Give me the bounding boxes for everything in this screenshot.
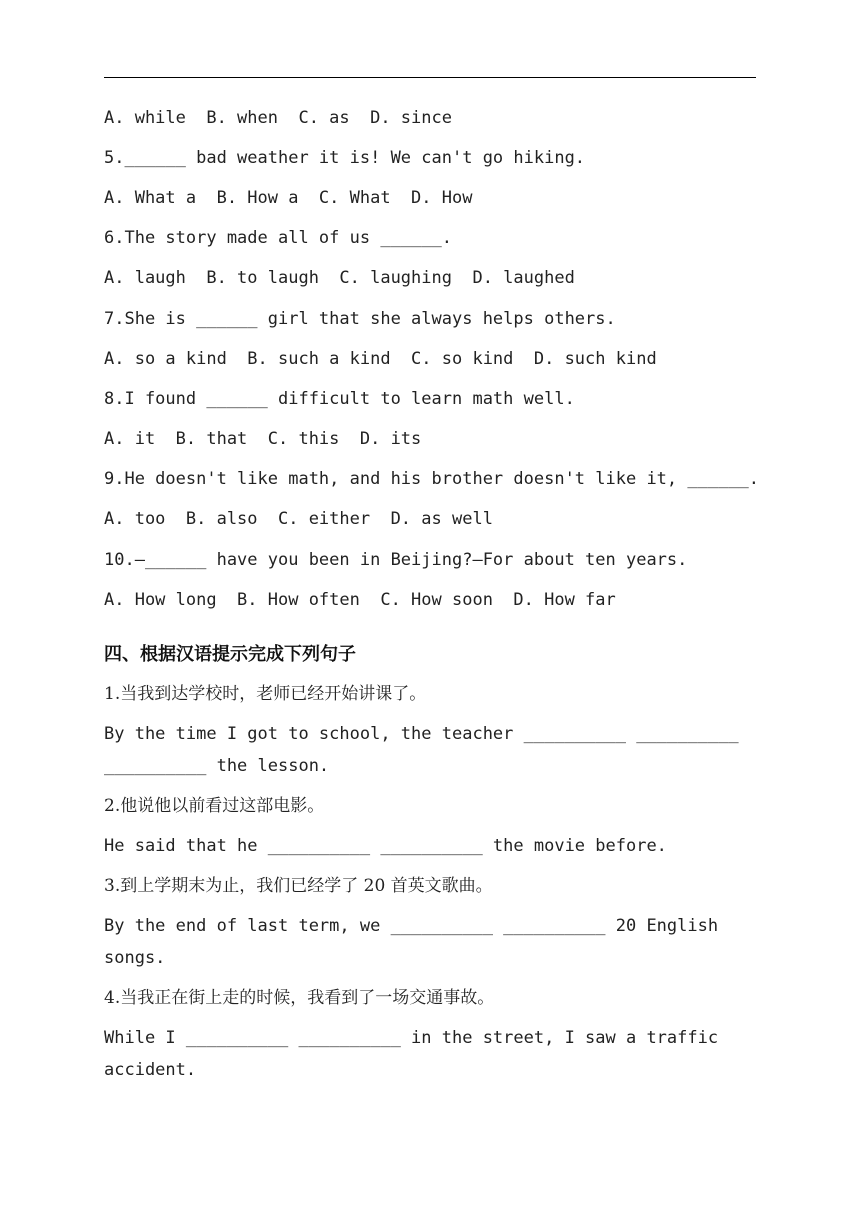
s4-item1-english-line2: __________ the lesson. bbox=[104, 756, 330, 776]
s4-item1-english-line1: By the time I got to school, the teacher __________ __________ bbox=[104, 724, 739, 744]
q10-stem: 10.—______ have you been in Beijing?—For about ten years. bbox=[104, 550, 688, 570]
q6-options: A. laugh B. to laugh C. laughing D. laughed bbox=[104, 268, 575, 288]
q5-options: A. What a B. How a C. What D. How bbox=[104, 188, 473, 208]
q9-stem: 9.He doesn't like math, and his brother doesn't like it, ______. bbox=[104, 469, 760, 489]
s4-item4-english-line1: While I __________ __________ in the street, I saw a traffic bbox=[104, 1028, 719, 1048]
q4-options: A. while B. when C. as D. since bbox=[104, 108, 452, 128]
s4-item3-english-line2: songs. bbox=[104, 948, 166, 968]
q7-stem: 7.She is ______ girl that she always helps others. bbox=[104, 309, 616, 329]
q8-stem: 8.I found ______ difficult to learn math well. bbox=[104, 389, 575, 409]
q5-stem: 5.______ bad weather it is! We can't go hiking. bbox=[104, 148, 586, 168]
q7-options: A. so a kind B. such a kind C. so kind D. such kind bbox=[104, 349, 657, 369]
q10-options: A. How long B. How often C. How soon D. How far bbox=[104, 590, 616, 610]
header-rule bbox=[104, 77, 756, 78]
q8-options: A. it B. that C. this D. its bbox=[104, 429, 422, 449]
q9-options: A. too B. also C. either D. as well bbox=[104, 509, 493, 529]
s4-item3-chinese: 3.到上学期末为止，我们已经学了 20 首英文歌曲。 bbox=[104, 876, 493, 896]
s4-item4-chinese: 4.当我正在街上走的时候，我看到了一场交通事故。 bbox=[104, 988, 495, 1008]
s4-item2-english-line1: He said that he __________ __________ the movie before. bbox=[104, 836, 667, 856]
s4-item2-chinese: 2.他说他以前看过这部电影。 bbox=[104, 796, 325, 816]
s4-item3-english-line1: By the end of last term, we __________ __________ 20 English bbox=[104, 916, 719, 936]
s4-item1-chinese: 1.当我到达学校时，老师已经开始讲课了。 bbox=[104, 684, 427, 704]
s4-item4-english-line2: accident. bbox=[104, 1060, 197, 1080]
section4-heading: 四、根据汉语提示完成下列句子 bbox=[104, 644, 356, 665]
q6-stem: 6.The story made all of us ______. bbox=[104, 228, 452, 248]
